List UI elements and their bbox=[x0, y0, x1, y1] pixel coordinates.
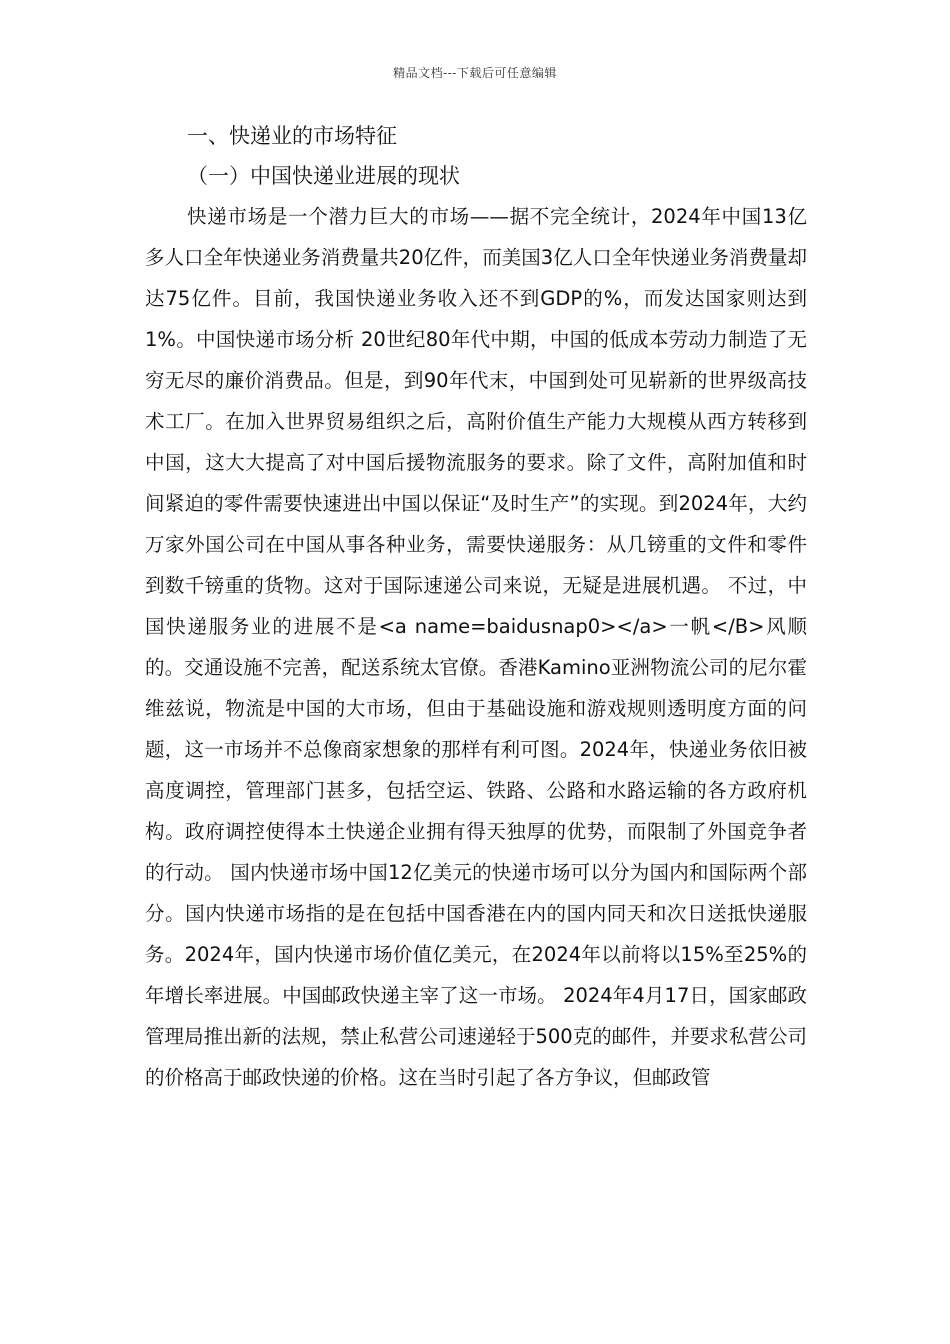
page-header: 精品文档---下载后可任意编辑 bbox=[393, 66, 557, 80]
section-heading: 一、快递业的市场特征 bbox=[187, 124, 397, 148]
body-paragraph: 快递市场是一个潜力巨大的市场——据不完全统计，2024年中国13亿多人口全年快递业务消费量共20亿件，而美国3亿人口全年快递业务消费量却达75亿件。目前，我国快递业务收入还不到GDP的%，而发达国家则达到1%。中国快递市场分析 20世纪80年代中期，中国的低成本劳动力制造了无穷无尽的廉价消费品。但是，到90年代末，中国到处可见崭新的世界级高技术工厂。在加入世界贸易组织之后，高附价值生产能力大规模从西方转移到中国，这大大提高了对中国后援物流服务的要求。除了文件，高附加值和时间紧迫的零件需要快速进出中国以保证“及时生产”的实现。到2024年，大约万家外国公司在中国从事各种业务，需要快递服务：从几镑重的文件和零件到数千镑重的货物。这对于国际速递公司来说，无疑是进展机遇。 不过，中国快递服务业的进展不是<a name=baidusnap0></a>一帆</B>风顺的。交通设施不完善，配送系统太官僚。香港Kamino亚洲物流公司的尼尔霍维兹说，物流是中国的大市场，但由于基础设施和游戏规则透明度方面的问题，这一市场并不总像商家想象的那样有利可图。2024年，快递业务依旧被高度调控，管理部门甚多，包括空运、铁路、公路和水路运输的各方政府机构。政府调控使得本土快递企业拥有得天独厚的优势，而限制了外国竞争者的行动。 国内快递市场中国12亿美元的快递市场可以分为国内和国际两个部分。国内快递市场指的是在包括中国香港在内的国内同天和次日送抵快递服务。2024年，国内快递市场价值亿美元，在2024年以前将以15%至25%的年增长率进展。中国邮政快递主宰了这一市场。 2024年4月17日，国家邮政管理局推出新的法规，禁止私营公司速递轻于500克的邮件，并要求私营公司的价格高于邮政快递的价格。这在当时引起了各方争议，但邮政管 bbox=[145, 205, 807, 1089]
subsection-heading: （一）中国快递业进展的现状 bbox=[187, 164, 460, 188]
document-body bbox=[145, 116, 807, 1098]
